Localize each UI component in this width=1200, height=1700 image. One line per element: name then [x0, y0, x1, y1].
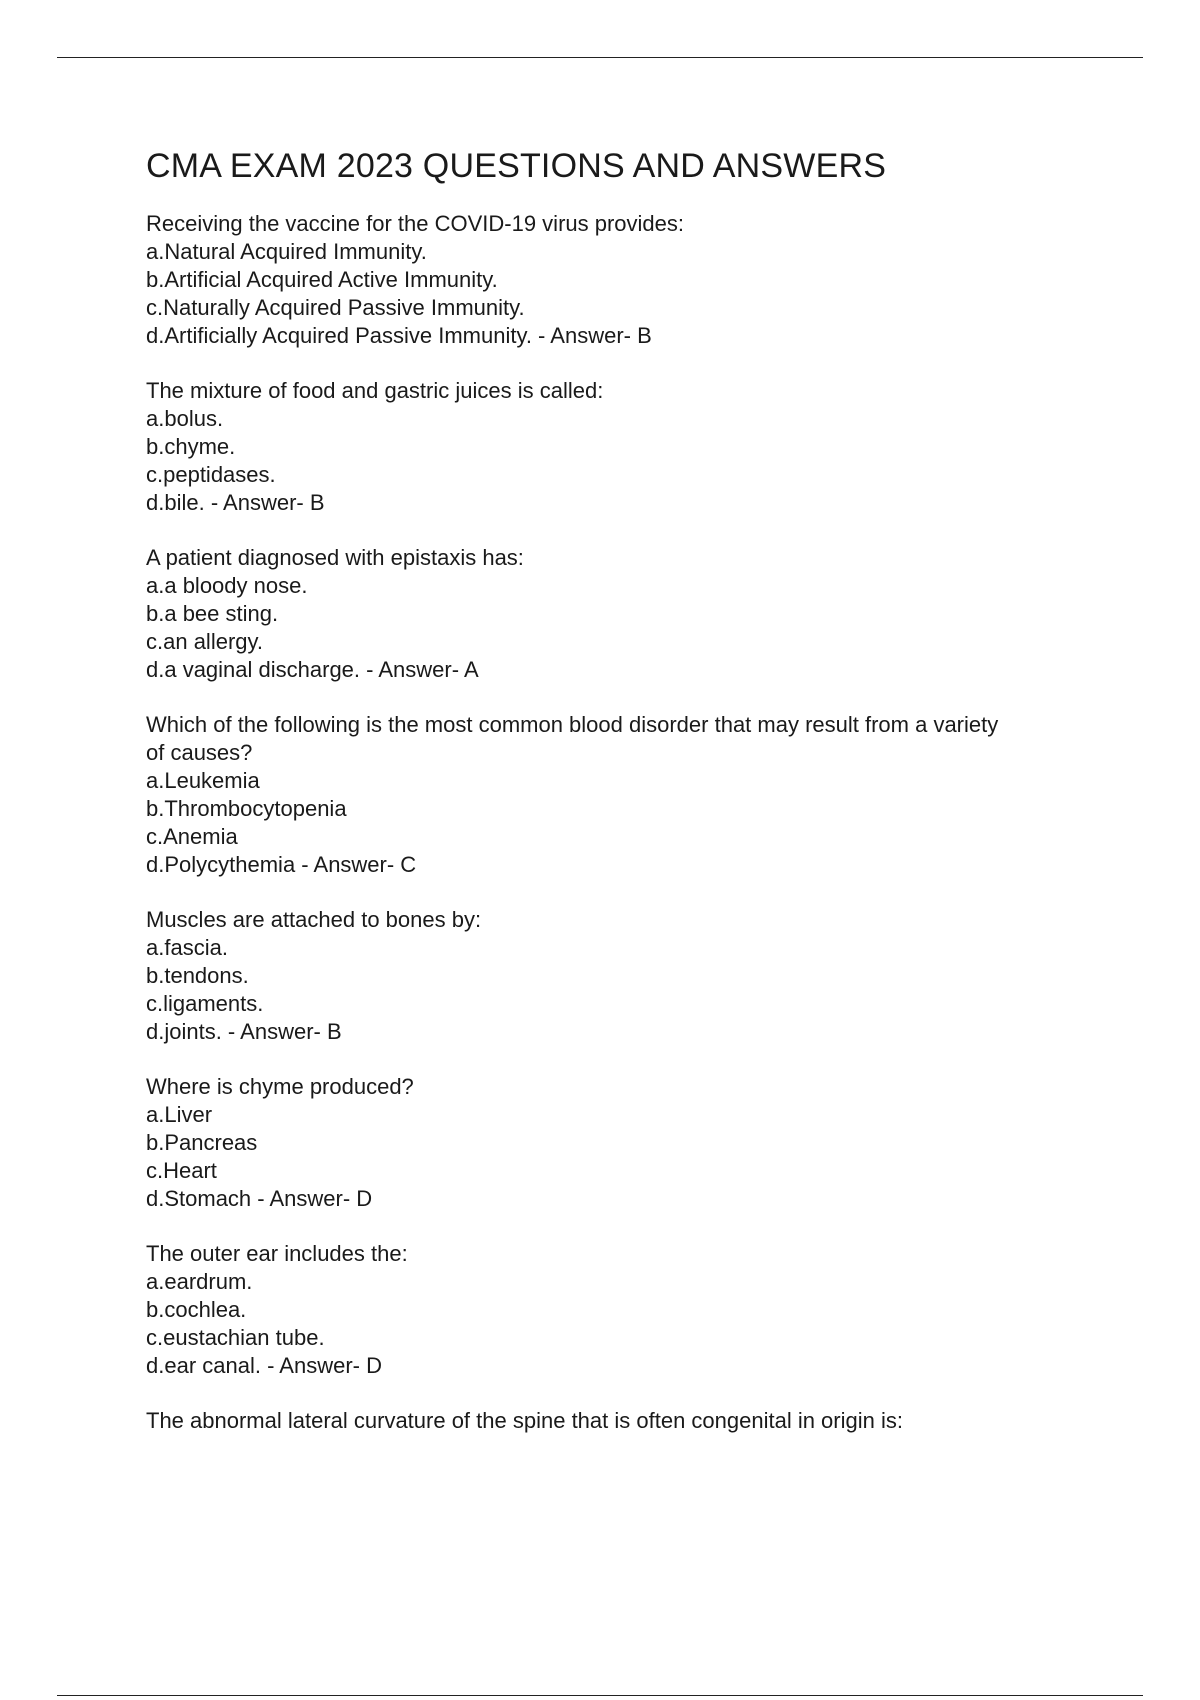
answer-option-with-key: d.joints. - Answer- B [146, 1019, 342, 1044]
question-text: Receiving the vaccine for the COVID-19 virus provides: [146, 211, 685, 236]
question-block [146, 210, 1096, 350]
answer-option-with-key: d.Polycythemia - Answer- C [146, 852, 417, 877]
question-block [146, 1073, 1096, 1213]
answer-option: c.an allergy. [146, 629, 263, 654]
page-title: CMA EXAM 2023 QUESTIONS AND ANSWERS [146, 147, 887, 185]
answer-option: c.Heart [146, 1158, 217, 1183]
bottom-divider [57, 1695, 1143, 1696]
answer-option-with-key: d.Stomach - Answer- D [146, 1186, 373, 1211]
question-block [146, 544, 1096, 684]
question-block [146, 711, 1096, 879]
answer-option: b.chyme. [146, 434, 236, 459]
answer-option: c.peptidases. [146, 462, 276, 487]
answer-option-with-key: d.ear canal. - Answer- D [146, 1353, 382, 1378]
answer-option: a.Liver [146, 1102, 213, 1127]
question-text: A patient diagnosed with epistaxis has: [146, 545, 524, 570]
answer-option: a.Natural Acquired Immunity. [146, 239, 427, 264]
question-block [146, 1407, 1096, 1435]
answer-option: a.Leukemia [146, 768, 260, 793]
answer-option: a.fascia. [146, 935, 228, 960]
answer-option: b.cochlea. [146, 1297, 247, 1322]
question-text-continued: of causes? [146, 740, 253, 765]
document-body [146, 142, 1096, 1462]
top-divider [57, 57, 1143, 58]
answer-option: b.tendons. [146, 963, 249, 988]
answer-option: b.Pancreas [146, 1130, 258, 1155]
question-text: The abnormal lateral curvature of the spine that is often congenital in origin is: [146, 1408, 903, 1433]
question-text: Muscles are attached to bones by: [146, 907, 482, 932]
answer-option: b.Artificial Acquired Active Immunity. [146, 267, 498, 292]
answer-option: c.Anemia [146, 824, 238, 849]
answer-option: a.bolus. [146, 406, 224, 431]
question-text: Which of the following is the most common blood disorder that may result from a variety [146, 712, 999, 737]
answer-option-with-key: d.Artificially Acquired Passive Immunity. - Answer- B [146, 323, 652, 348]
question-block [146, 906, 1096, 1046]
question-block [146, 377, 1096, 517]
question-text: The mixture of food and gastric juices is called: [146, 378, 604, 403]
question-text: The outer ear includes the: [146, 1241, 408, 1266]
answer-option: a.a bloody nose. [146, 573, 308, 598]
answer-option: b.a bee sting. [146, 601, 279, 626]
answer-option: b.Thrombocytopenia [146, 796, 347, 821]
question-block [146, 1240, 1096, 1380]
answer-option: c.eustachian tube. [146, 1325, 325, 1350]
answer-option: c.ligaments. [146, 991, 264, 1016]
answer-option-with-key: d.bile. - Answer- B [146, 490, 325, 515]
answer-option: c.Naturally Acquired Passive Immunity. [146, 295, 525, 320]
question-text: Where is chyme produced? [146, 1074, 414, 1099]
answer-option-with-key: d.a vaginal discharge. - Answer- A [146, 657, 479, 682]
answer-option: a.eardrum. [146, 1269, 253, 1294]
